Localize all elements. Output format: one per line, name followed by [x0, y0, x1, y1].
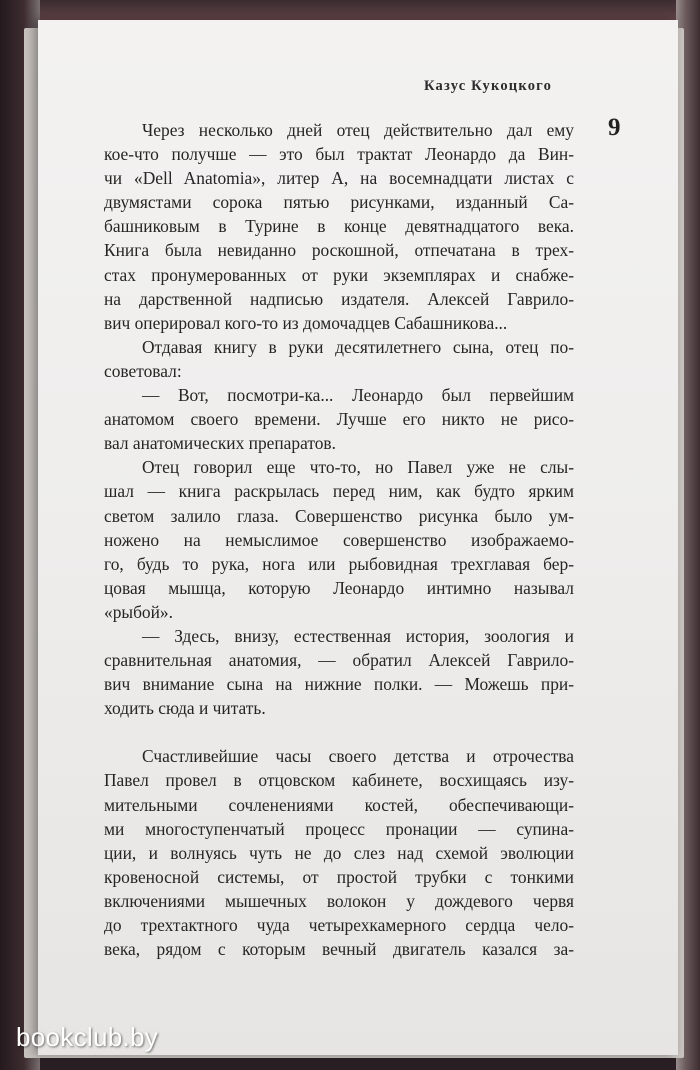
text-line: ции, и волнуясь чуть не до слез над схемой эволюции — [104, 842, 574, 863]
paragraph — [104, 118, 574, 335]
text-line: башниковым в Турине в конце девятнадцатого века. — [104, 216, 574, 237]
text-line: ходить сюда и читать. — [104, 698, 266, 719]
text-line: до трехтактного чуда четырехкамерного сердца чело- — [104, 915, 574, 935]
text-line: вал анатомических препаратов. — [104, 433, 336, 454]
text-line: кровеносной системы, от простой трубки с тонкими — [104, 866, 574, 887]
site-watermark: bookclub.by — [16, 1022, 159, 1052]
text-line: «рыбой». — [104, 601, 173, 622]
text-line: ножено на немыслимое совершенство изображаемо- — [104, 529, 574, 550]
paragraph — [104, 744, 574, 961]
paragraph — [104, 624, 574, 720]
body-text — [104, 118, 574, 961]
text-line: Книга была невиданно роскошной, отпечатана в трех- — [104, 240, 574, 261]
text-line: Павел провел в отцовском кабинете, восхищаясь изу- — [104, 770, 574, 791]
text-line: го, будь то рука, нога или рыбовидная трехглавая бер- — [104, 553, 574, 574]
text-line: стах пронумерованных от руки экземплярах и снабже- — [104, 264, 574, 285]
text-line: века, рядом с которым вечный двигатель казался за- — [104, 939, 574, 960]
text-line: — Здесь, внизу, естественная история, зоология и — [142, 625, 574, 646]
section-break — [104, 720, 574, 744]
text-line: вич внимание сына на нижние полки. — Можешь при- — [104, 674, 574, 695]
text-line: на дарственной надписью издателя. Алексей Гаврило- — [104, 288, 574, 309]
text-line: сравнительная анатомия, — обратил Алексей Гаврило- — [104, 650, 574, 671]
paragraph — [104, 383, 574, 455]
text-line: чи «Dell Anatomia», литер А, на восемнадцати листах с — [104, 168, 574, 189]
text-line: двумястами сорока пятью рисунками, изданный Са- — [104, 192, 574, 213]
text-line: вич оперировал кого-то из домочадцев Сабашникова... — [104, 312, 508, 333]
text-line: включениями мышечных волокон у дождевого червя — [104, 890, 574, 911]
paragraph — [104, 455, 574, 624]
running-head: Казус Кукоцкого — [424, 78, 553, 94]
text-line: Через несколько дней отец действительно дал ему — [142, 120, 574, 140]
paragraph — [104, 335, 574, 383]
text-line: анатомом своего времени. Лучше его никто не рисо- — [104, 409, 574, 430]
text-line: Отдавая книгу в руки десятилетнего сына, отец по- — [142, 336, 574, 357]
page-number: 9 — [608, 114, 621, 141]
text-line: Отец говорил еще что-то, но Павел уже не слы- — [142, 457, 574, 478]
text-line: кое-что получше — это был трактат Леонардо да Вин- — [104, 144, 574, 165]
text-line: Счастливейшие часы своего детства и отрочества — [142, 746, 574, 767]
text-line: мительными сочленениями костей, обеспечивающи- — [104, 794, 574, 815]
text-line: советовал: — [104, 360, 182, 381]
text-line: — Вот, посмотри-ка... Леонардо был первейшим — [142, 385, 574, 406]
text-line: цовая мышца, которую Леонардо интимно называл — [104, 577, 574, 598]
text-line: шал — книга раскрылась перед ним, как будто ярким — [104, 481, 574, 502]
text-line: ми многоступенчатый процесс пронации — супина- — [104, 818, 574, 839]
text-line: светом залило глаза. Совершенство рисунка было ум- — [104, 505, 574, 526]
